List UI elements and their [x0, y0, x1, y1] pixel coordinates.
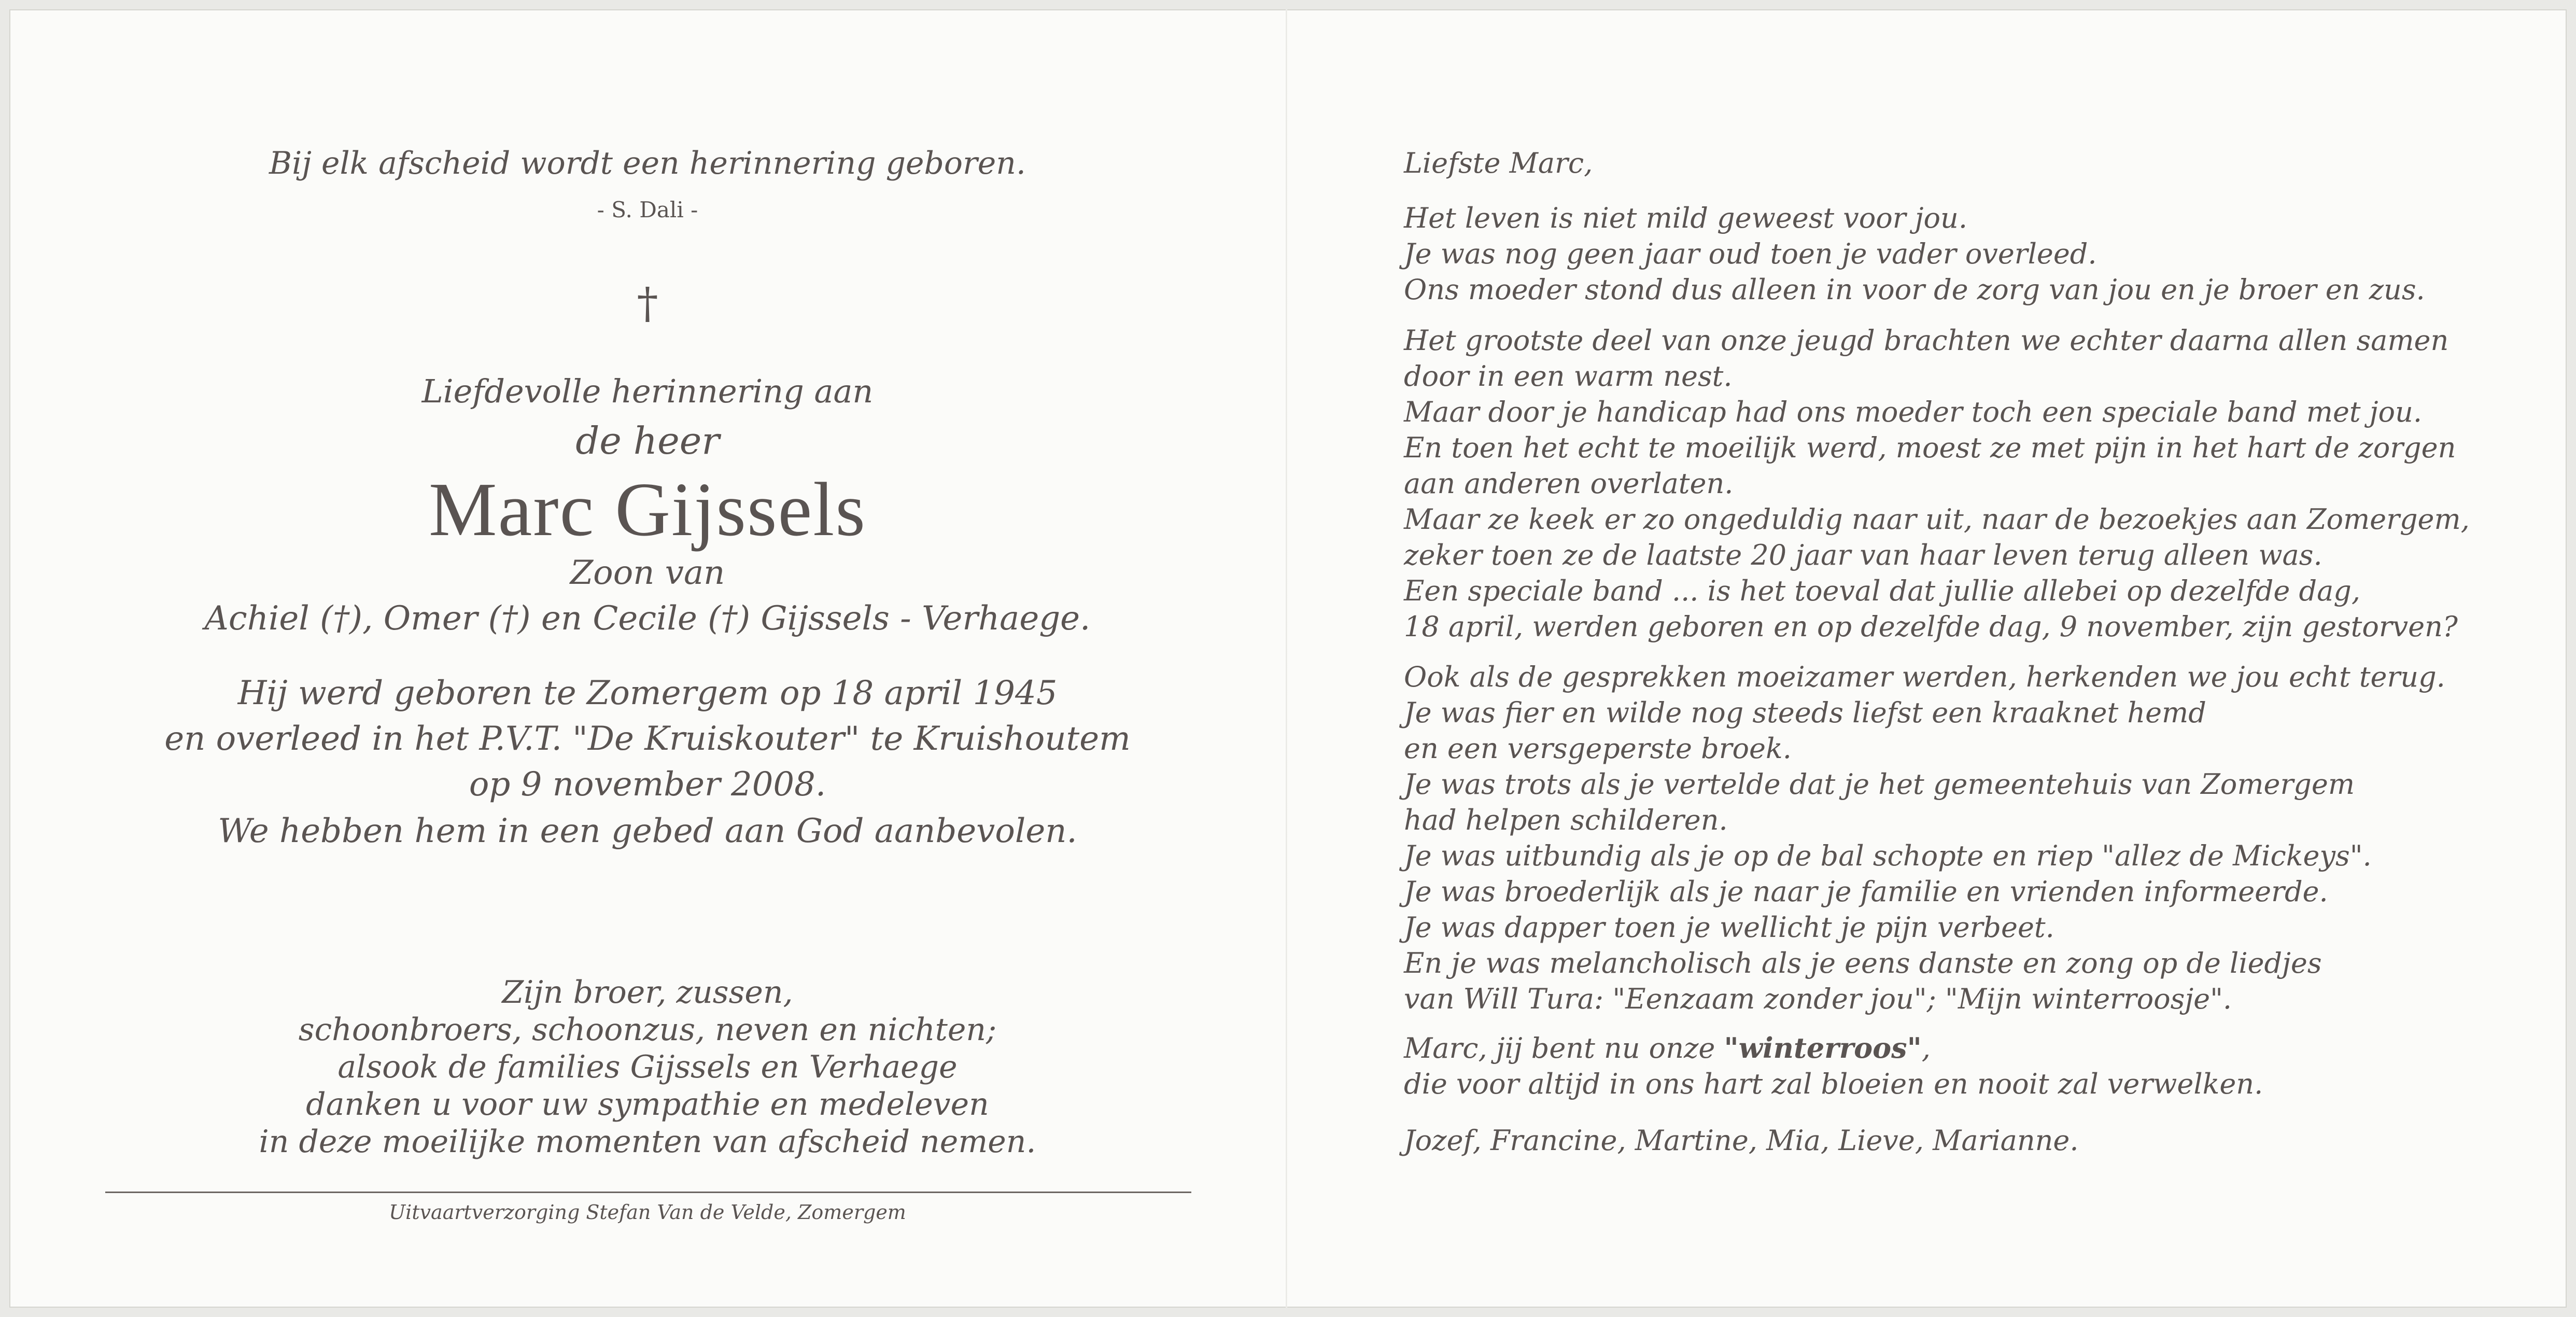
deceased-name: Marc Gijssels — [429, 467, 866, 552]
son-of-label: Zoon van — [570, 554, 725, 592]
memorial-card — [9, 9, 2567, 1308]
left-panel — [9, 9, 1286, 1308]
cross-icon: † — [637, 279, 658, 328]
winterroos-emphasis: "winterroos" — [1724, 1031, 1922, 1064]
card-fold — [1286, 9, 1287, 1308]
letter-paragraph-3: Ook als de gesprekken moeizamer werden, herkenden we jou echt terug. Je was fier en wilde nog steeds liefst een kraaknet hemd en een versgeperste broek. Je was trots als je vertelde dat je het gemeentehuis van Zomergem had helpen schilderen. Je was uitbundig als je op de bal schopte en riep "allez de Mickeys". Je was broederlijk als je naar je familie en vrienden informeerde. Je was dapper toen je wellicht je pijn verbeet. En je was melancholisch als je eens danste en zong op de liedjes van Will Tura: "Eenzaam zonder jou"; "Mijn winterroosje". — [1404, 661, 2445, 1015]
right-panel — [1404, 9, 2560, 1308]
paragraph-4-start: Marc, jij bent nu onze — [1404, 1032, 1724, 1064]
quote-author: - S. Dali - — [597, 197, 698, 222]
intro-line: Liefdevolle herinnering aan — [421, 372, 874, 410]
letter-signature: Jozef, Francine, Martine, Mia, Lieve, Marianne. — [1404, 1124, 2079, 1157]
letter-paragraph-1: Het leven is niet mild geweest voor jou. Je was nog geen jaar oud toen je vader overleed. Ons moeder stond dus alleen in voor de zorg van jou en je broer en zus. — [1404, 202, 2425, 306]
birth-death-text: Hij werd geboren te Zomergem op 18 april 1945 en overleed in het P.V.T. "De Kruiskouter" te Kruishoutem op 9 november 2008. — [164, 674, 1131, 804]
paragraph-4-end: , die voor altijd in ons hart zal bloeien en nooit zal verwelken. — [1404, 1032, 2263, 1100]
honorific: de heer — [575, 419, 720, 463]
divider-line — [105, 1192, 1191, 1193]
prayer-line: We hebben hem in een gebed aan God aanbevolen. — [218, 812, 1077, 850]
quote: Bij elk afscheid wordt een herinnering geboren. — [269, 145, 1026, 181]
parents-line: Achiel (†), Omer (†) en Cecile (†) Gijssels - Verhaege. — [204, 599, 1091, 638]
letter-greeting: Liefste Marc, — [1404, 147, 1593, 179]
letter-paragraph-4 — [1404, 1030, 2560, 1102]
family-thanks: Zijn broer, zussen, schoonbroers, schoonzus, neven en nichten; alsook de families Gijssels en Verhaege danken u voor uw sympathie en medeleven in deze moeilijke momenten van afscheid nemen. — [259, 974, 1036, 1160]
undertaker-credit: Uitvaartverzorging Stefan Van de Velde, Zomergem — [389, 1201, 906, 1224]
letter-paragraph-2: Het grootste deel van onze jeugd brachten we echter daarna allen samen door in een warm nest. Maar door je handicap had ons moeder toch een speciale band met jou. En toen het echt te moeilijk werd, moest ze met pijn in het hart de zorgen aan anderen overlaten. Maar ze keek er zo ongeduldig naar uit, naar de bezoekjes aan Zomergem, zeker toen ze de laatste 20 jaar van haar leven terug alleen was. Een speciale band ... is het toeval dat jullie allebei op dezelfde dag, 18 april, werden geboren en op dezelfde dag, 9 november, zijn gestorven? — [1404, 324, 2470, 643]
